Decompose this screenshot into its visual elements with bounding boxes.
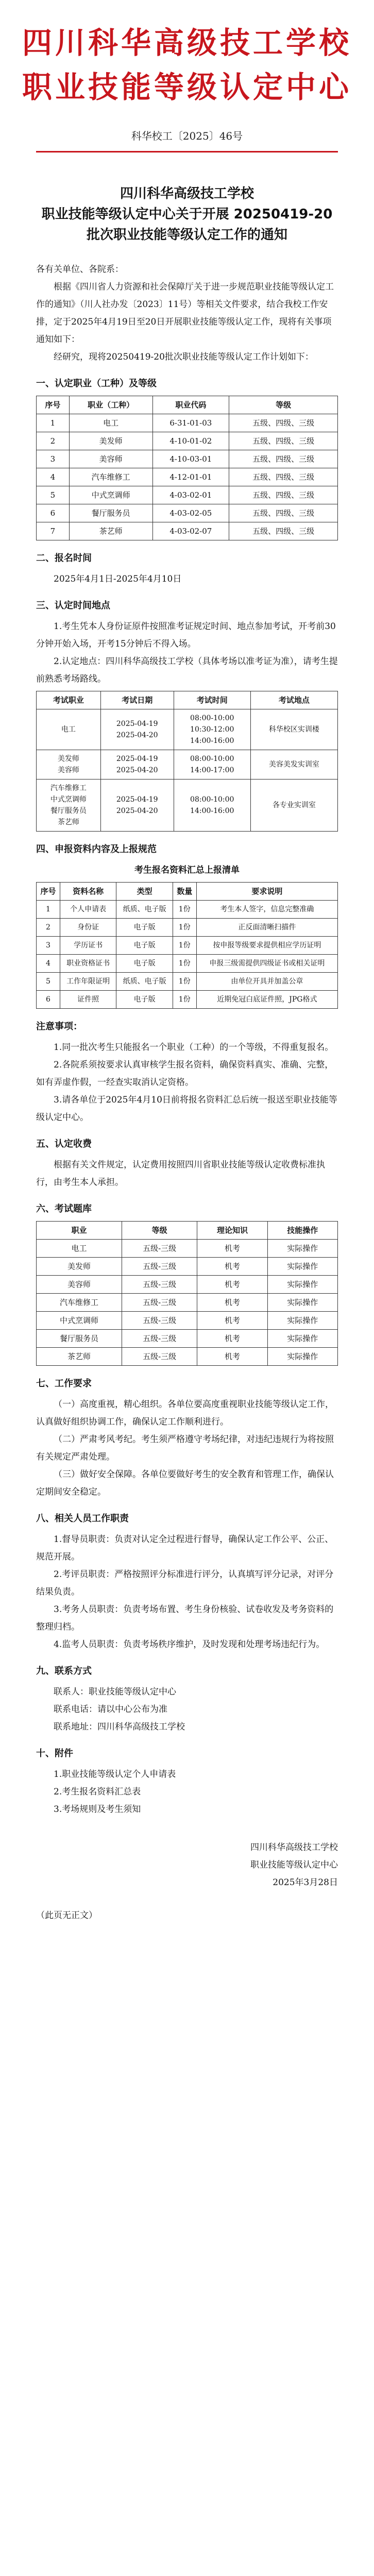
registration-period: 2025年4月1日-2025年4月10日 [54,574,182,584]
signature-date: 2025年3月28日 [273,1877,338,1888]
table-row [37,432,338,450]
list-item: 3.考场规则及考生须知 [54,1804,141,1815]
section8-heading: 八、相关人员工作职责 [36,1513,129,1524]
exam-schedule-table [36,691,338,832]
occupation-cell: 五级、四级、三级 [229,522,338,540]
exam-mode-cell: 汽车维修工 [37,1294,122,1312]
materials-cell: 纸质、电子版 [116,901,173,919]
fee-paragraph: 根据有关文件规定，认定费用按照四川省职业技能等级认定收费标准执行，由考生本人承担。 [36,1160,325,1188]
intro-section [36,261,338,1924]
section10-heading: 十、附件 [36,1748,73,1759]
table-row [37,1240,338,1258]
exam-mode-cell: 五级-三级 [122,1240,197,1258]
exam-mode-cell: 实际操作 [267,1330,337,1348]
materials-table-title: 考生报名资料汇总上报清单 [134,865,240,875]
materials-cell: 1份 [173,973,196,991]
exam-mode-cell: 实际操作 [267,1258,337,1276]
title-line1: 四川科华高级技工学校 [120,186,254,201]
materials-cell: 个人申请表 [60,901,116,919]
list-item: 1.督导员职责：负责对认定全过程进行督导，确保认定工作公平、公正、规范开展。 [36,1534,334,1562]
materials-header-cell: 资料名称 [60,883,116,901]
section3-heading: 三、认定时间地点 [36,600,110,611]
materials-header-cell: 序号 [37,883,60,901]
exam-mode-cell: 美发师 [37,1258,122,1276]
blank-page-note: （此页无正文） [36,1910,97,1921]
schedule-header-cell: 考试日期 [100,691,174,709]
table-row [37,709,338,750]
materials-cell: 职业资格证书 [60,955,116,973]
materials-cell: 电子版 [116,937,173,955]
occupation-cell: 五级、四级、三级 [229,414,338,432]
exam-mode-cell: 实际操作 [267,1348,337,1366]
exam-mode-cell: 机考 [197,1294,267,1312]
table-row [37,1276,338,1294]
occupation-cell: 五级、四级、三级 [229,504,338,522]
section1-heading: 一、认定职业（工种）及等级 [36,378,157,389]
materials-cell: 3 [37,937,60,955]
schedule-cell: 美发师 美容师 [37,750,101,779]
materials-cell: 1 [37,901,60,919]
table-row [37,991,338,1009]
list-item: 2.各院系须按要求认真审核学生报名资料，确保资料真实、准确、完整，如有弄虚作假，一经查实取消认定资格。 [36,1060,334,1088]
list-item: 3.请各单位于2025年4月10日前将报名资料汇总后统一报送至职业技能等级认定中心。 [36,1095,337,1123]
occupation-cell: 4 [37,468,70,486]
exam-mode-cell: 机考 [197,1276,267,1294]
materials-cell: 1份 [173,919,196,937]
exam-mode-header-cell: 等级 [122,1222,197,1240]
materials-cell: 电子版 [116,919,173,937]
exam-mode-cell: 餐厅服务员 [37,1330,122,1348]
occupation-cell: 五级、四级、三级 [229,450,338,468]
occupation-cell: 4-10-01-02 [152,432,229,450]
schedule-header-cell: 考试职业 [37,691,101,709]
schedule-cell: 08:00-10:00 14:00-16:00 [174,779,250,832]
red-divider [36,151,338,152]
intro-paragraph-2: 经研究，现将20250419-20批次职业技能等级认定工作计划如下： [54,352,314,362]
exam-mode-cell: 机考 [197,1240,267,1258]
schedule-header-cell: 考试时间 [174,691,250,709]
list-item: （二）严肃考风考纪。考生须严格遵守考场纪律，对违纪违规行为将按照有关规定严肃处理。 [36,1434,334,1462]
table-row [37,1258,338,1276]
exam-mode-cell: 五级-三级 [122,1258,197,1276]
occupation-cell: 美发师 [69,432,152,450]
occupation-header-cell: 等级 [229,396,338,414]
materials-cell: 近期免冠白底证件照，JPG格式 [196,991,337,1009]
list-item: 1.同一批次考生只能报名一个职业（工种）的一个等级，不得重复报名。 [54,1042,334,1053]
list-item: 联系人：职业技能等级认定中心 [54,1687,176,1697]
table-row [37,504,338,522]
table-row [37,414,338,432]
materials-cell: 5 [37,973,60,991]
exam-mode-cell: 中式烹调师 [37,1312,122,1330]
occupation-cell: 4-03-02-07 [152,522,229,540]
exam-mode-cell: 机考 [197,1258,267,1276]
table-row [37,1348,338,1366]
schedule-cell: 08:00-10:00 14:00-17:00 [174,750,250,779]
occupation-cell: 4-12-01-01 [152,468,229,486]
occupation-cell: 4-03-02-05 [152,504,229,522]
occupation-cell: 6 [37,504,70,522]
exam-mode-cell: 茶艺师 [37,1348,122,1366]
exam-mode-cell: 五级-三级 [122,1312,197,1330]
document-number: 科华校工〔2025〕46号 [131,130,243,142]
signer-name: 四川科华高级技工学校 [250,1842,338,1853]
signer-name-2: 职业技能等级认定中心 [250,1860,338,1870]
list-item: 4.监考人员职责：负责考场秩序维护，及时发现和处理考场违纪行为。 [54,1639,325,1650]
exam-mode-cell: 实际操作 [267,1240,337,1258]
schedule-cell: 美容美发实训室 [250,750,337,779]
occupation-cell: 2 [37,432,70,450]
schedule-cell: 2025-04-19 2025-04-20 [100,779,174,832]
materials-cell: 6 [37,991,60,1009]
materials-cell: 纸质、电子版 [116,973,173,991]
list-item: 联系地址：四川科华高级技工学校 [54,1722,185,1732]
materials-cell: 电子版 [116,955,173,973]
section7-heading: 七、工作要求 [36,1378,92,1389]
intro-paragraph: 根据《四川省人力资源和社会保障厅关于进一步规范职业技能等级认定工作的通知》（川人社办发〔2023〕11号）等相关文件要求，结合我校工作安排，定于2025年4月19日至20日开展职业技能等级认定工作，现将有关事项通知如下： [36,282,334,345]
exam-mode-cell: 五级-三级 [122,1348,197,1366]
materials-cell: 工作年限证明 [60,973,116,991]
schedule-cell: 2025-04-19 2025-04-20 [100,709,174,750]
materials-cell: 4 [37,955,60,973]
notes-heading: 注意事项： [36,1021,82,1032]
occupation-cell: 5 [37,486,70,504]
exam-mode-cell: 五级-三级 [122,1276,197,1294]
occupation-cell: 3 [37,450,70,468]
occupation-cell: 五级、四级、三级 [229,432,338,450]
list-item: 1.职业技能等级认定个人申请表 [54,1769,176,1780]
table-row [37,919,338,937]
materials-cell: 申报三级需提供四级证书或相关证明 [196,955,337,973]
exam-mode-cell: 实际操作 [267,1312,337,1330]
schedule-cell: 各专业实训室 [250,779,337,832]
materials-table [36,882,338,1009]
materials-header-cell: 要求说明 [196,883,337,901]
list-item: 2.考评员职责：严格按照评分标准进行评分，认真填写评分记录，对评分结果负责。 [36,1569,334,1597]
section3-paragraph-2: 2.认定地点：四川科华高级技工学校（具体考场以准考证为准），请考生提前熟悉考场路线。 [36,656,338,684]
exam-mode-header-cell: 理论知识 [197,1222,267,1240]
table-row [37,450,338,468]
exam-mode-cell: 实际操作 [267,1276,337,1294]
table-row [37,901,338,919]
occupation-cell: 4-10-03-01 [152,450,229,468]
occupation-table [36,396,338,540]
exam-mode-cell: 机考 [197,1330,267,1348]
materials-cell: 学历证书 [60,937,116,955]
exam-mode-cell: 电工 [37,1240,122,1258]
salutation: 各有关单位、各院系： [36,264,124,275]
materials-cell: 1份 [173,955,196,973]
section5-heading: 五、认定收费 [36,1139,92,1149]
list-item: 2.考生报名资料汇总表 [54,1787,141,1797]
table-row [37,468,338,486]
list-item: （三）做好安全保障。各单位要做好考生的安全教育和管理工作，确保认定期间安全稳定。 [36,1469,334,1497]
occupation-cell: 餐厅服务员 [69,504,152,522]
materials-cell: 正反面清晰扫描件 [196,919,337,937]
title-line2: 职业技能等级认定中心关于开展 20250419-20 [41,207,333,222]
section2-heading: 二、报名时间 [36,553,92,564]
list-item: 联系电话：请以中心公布为准 [54,1704,167,1715]
materials-header-cell: 数量 [173,883,196,901]
occupation-header-cell: 职业代码 [152,396,229,414]
occupation-cell: 中式烹调师 [69,486,152,504]
schedule-header-cell: 考试地点 [250,691,337,709]
red-header [0,0,374,109]
requirements-list [36,1396,338,1501]
occupation-cell: 五级、四级、三级 [229,486,338,504]
materials-cell: 电子版 [116,991,173,1009]
table-row [37,779,338,832]
occupation-cell: 4-03-02-01 [152,486,229,504]
contact-list [36,1683,338,1736]
list-item: （一）高度重视，精心组织。各单位要高度重视职业技能等级认定工作，认真做好组织协调工作，确保认定工作顺利进行。 [36,1399,334,1427]
materials-cell: 证件照 [60,991,116,1009]
materials-cell: 考生本人签字，信息完整准确 [196,901,337,919]
occupation-header-cell: 序号 [37,396,70,414]
exam-mode-header-cell: 技能操作 [267,1222,337,1240]
notes-list [36,1039,338,1126]
list-item: 3.考务人员职责：负责考场布置、考生身份核验、试卷收发及考务资料的整理归档。 [36,1604,334,1632]
header-org-line1: 四川科华高级技工学校 [22,25,352,60]
schedule-cell: 汽车维修工 中式烹调师 餐厅服务员 茶艺师 [37,779,101,832]
materials-cell: 由单位开具并加盖公章 [196,973,337,991]
occupation-cell: 五级、四级、三级 [229,468,338,486]
section4-heading: 四、申报资料内容及上报规范 [36,844,157,855]
occupation-cell: 7 [37,522,70,540]
document-title [0,183,374,245]
table-row [37,955,338,973]
section9-heading: 九、联系方式 [36,1666,92,1676]
occupation-cell: 美容师 [69,450,152,468]
table-row [37,973,338,991]
schedule-cell: 电工 [37,709,101,750]
exam-mode-cell: 机考 [197,1312,267,1330]
table-row [37,1312,338,1330]
schedule-cell: 08:00-10:00 10:30-12:00 14:00-16:00 [174,709,250,750]
signature-block [36,1839,338,1891]
materials-cell: 2 [37,919,60,937]
exam-mode-header-cell: 职业 [37,1222,122,1240]
table-row [37,1294,338,1312]
materials-header-cell: 类型 [116,883,173,901]
occupation-cell: 汽车维修工 [69,468,152,486]
section3-paragraph-1: 1.考生凭本人身份证原件按照准考证规定时间、地点参加考试，开考前30分钟开始入场，开考15分钟后不得入场。 [36,621,336,649]
exam-mode-cell: 五级-三级 [122,1330,197,1348]
table-row [37,486,338,504]
schedule-cell: 2025-04-19 2025-04-20 [100,750,174,779]
header-org-line2: 职业技能等级认定中心 [22,70,352,105]
title-line3: 批次职业技能等级认定工作的通知 [86,227,287,243]
occupation-header-cell: 职业（工种） [69,396,152,414]
exam-mode-cell: 美容师 [37,1276,122,1294]
attachment-list [36,1766,338,1818]
duties-list [36,1531,338,1653]
materials-cell: 1份 [173,901,196,919]
table-row [37,1330,338,1348]
table-row [37,937,338,955]
occupation-cell: 1 [37,414,70,432]
occupation-cell: 电工 [69,414,152,432]
exam-mode-table [36,1221,338,1366]
exam-mode-cell: 实际操作 [267,1294,337,1312]
materials-cell: 按申报等级要求提供相应学历证明 [196,937,337,955]
exam-mode-cell: 五级-三级 [122,1294,197,1312]
occupation-cell: 茶艺师 [69,522,152,540]
materials-cell: 身份证 [60,919,116,937]
materials-cell: 1份 [173,991,196,1009]
materials-cell: 1份 [173,937,196,955]
table-row [37,750,338,779]
occupation-cell: 6-31-01-03 [152,414,229,432]
exam-mode-cell: 机考 [197,1348,267,1366]
schedule-cell: 科华校区实训楼 [250,709,337,750]
table-row [37,522,338,540]
section6-heading: 六、考试题库 [36,1204,92,1214]
